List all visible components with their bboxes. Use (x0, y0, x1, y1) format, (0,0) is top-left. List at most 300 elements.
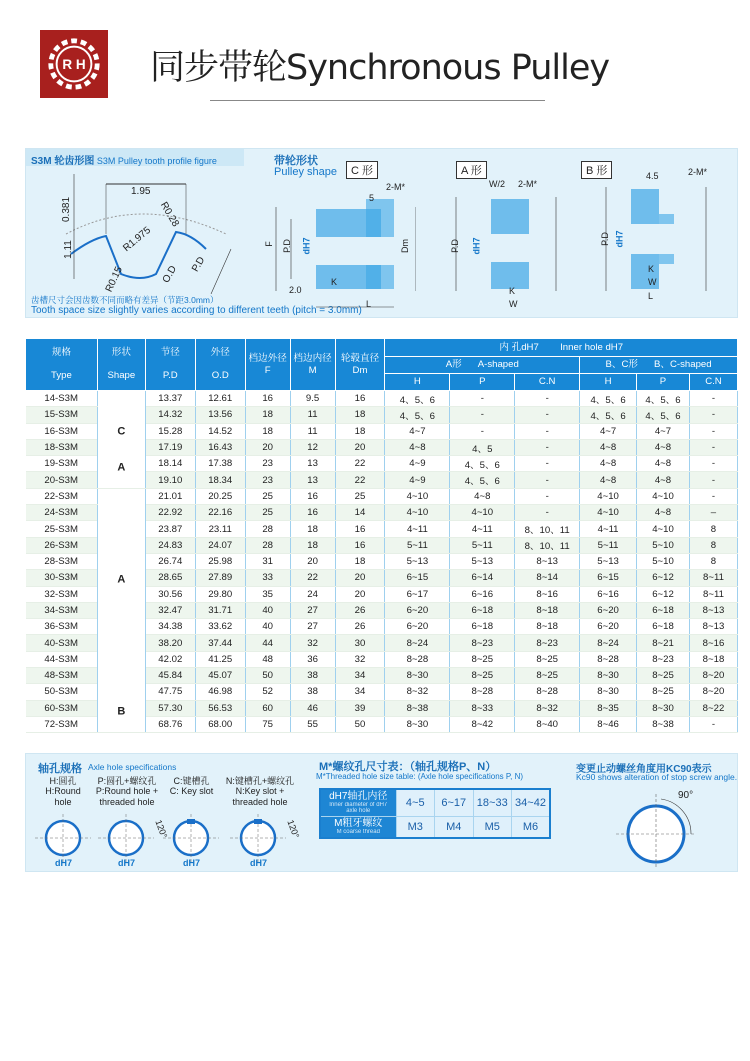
cell: 18 (335, 553, 385, 569)
cell: 8~20 (689, 668, 737, 684)
cell: 8~11 (689, 586, 737, 602)
cell: 25-S3M (26, 521, 98, 537)
cell: 8、10、11 (515, 537, 580, 553)
a-pd-label: P.D (449, 239, 460, 253)
profile-title-en: S3M Pulley tooth profile figure (96, 156, 217, 166)
cell: 16.43 (195, 439, 245, 455)
a-w-label: W (509, 299, 518, 309)
cell: 14.52 (195, 423, 245, 439)
col-f: 档边外径 F (245, 339, 290, 391)
cell: 24.07 (195, 537, 245, 553)
cell: 20 (290, 553, 335, 569)
shape-a-diagram (446, 179, 566, 309)
cell: - (689, 439, 737, 455)
axle-hole-diagram (163, 814, 219, 862)
cell: 8~42 (450, 716, 515, 732)
dh7-label: dH7 (118, 858, 136, 868)
cell: 20.25 (195, 488, 245, 504)
c-l-label: L (366, 299, 372, 309)
col-a-shaped: A形 A-shaped (385, 357, 580, 374)
c-dh7-label: dH7 (301, 237, 312, 255)
cell: 16-S3M (26, 423, 98, 439)
cell: 4、5、6 (580, 407, 637, 423)
col-a-p: P (450, 374, 515, 391)
cell: - (689, 456, 737, 472)
dh7-label: dH7 (55, 858, 73, 868)
cell: - (515, 488, 580, 504)
c-pd-label: P.D (281, 239, 292, 253)
cell: 20 (245, 439, 290, 455)
cell: 4~7 (637, 423, 690, 439)
cell: 33 (245, 570, 290, 586)
cell: 31 (245, 553, 290, 569)
axle-hole-diagram (35, 814, 91, 862)
cell: – (689, 505, 737, 521)
cell: 8 (689, 537, 737, 553)
cell: 57.30 (145, 700, 195, 716)
cell: 8~28 (450, 684, 515, 700)
c-f-label: F (263, 241, 274, 247)
dh7-label: dH7 (183, 858, 201, 868)
cell: 32.47 (145, 602, 195, 618)
cell: 8~46 (580, 716, 637, 732)
cell: 16 (245, 391, 290, 407)
cell: - (515, 439, 580, 455)
cell: 8~28 (580, 651, 637, 667)
cell: 50 (245, 668, 290, 684)
cell: 8~13 (689, 619, 737, 635)
c-dm-label: Dm (400, 239, 410, 253)
cell: 72-S3M (26, 716, 98, 732)
c-2-label: 2.0 (289, 285, 302, 295)
cell: 23 (245, 472, 290, 488)
shape-title-cn: 带轮形状 (274, 155, 318, 167)
cell: 6~20 (385, 619, 450, 635)
cell: 8~24 (385, 635, 450, 651)
cell: 8~38 (385, 700, 450, 716)
cell: 4~7 (580, 423, 637, 439)
cell: 48-S3M (26, 668, 98, 684)
cell: 4~10 (580, 505, 637, 521)
angle-120-label: 120° (153, 818, 170, 840)
cell: 27 (290, 619, 335, 635)
cell: - (689, 716, 737, 732)
thread-size-table (319, 788, 551, 839)
cell: 18 (290, 521, 335, 537)
cell: 8~11 (689, 570, 737, 586)
cell: 44 (245, 635, 290, 651)
cell: 6~12 (637, 570, 690, 586)
cell: 16 (290, 488, 335, 504)
cell: 4、5、6 (450, 472, 515, 488)
cell: 13.56 (195, 407, 245, 423)
col-pd: 节径 P.D (145, 339, 195, 391)
cell: 4、5、6 (385, 407, 450, 423)
shape-c-diagram (256, 179, 416, 309)
cell: 8~14 (515, 570, 580, 586)
gear-logo-icon (45, 35, 103, 93)
cell: 30 (335, 635, 385, 651)
range-cell: 18~33 (473, 789, 512, 817)
cell: 4~8 (385, 439, 450, 455)
table-row (26, 488, 738, 504)
a-screw-label: 2-M* (518, 179, 538, 189)
cell: 8~30 (580, 684, 637, 700)
cell: 4~11 (580, 521, 637, 537)
cell: 4、5、6 (637, 407, 690, 423)
cell: 20 (335, 570, 385, 586)
dim-od: O.D (160, 264, 180, 285)
profile-note-cn: 齿槽尺寸会因齿数不同而略有差异（节距3.0mm） (31, 295, 219, 305)
cell: 68.00 (195, 716, 245, 732)
cell: 40-S3M (26, 635, 98, 651)
cell: - (515, 505, 580, 521)
cell: 18 (245, 423, 290, 439)
cell: 24 (290, 586, 335, 602)
cell: 6~15 (580, 570, 637, 586)
cell: - (689, 488, 737, 504)
cell: 23 (245, 456, 290, 472)
cell: 4~9 (385, 456, 450, 472)
shape-label: A (117, 574, 126, 587)
cell: 16 (335, 537, 385, 553)
a-w2-label: W/2 (489, 179, 506, 189)
cell: 35 (245, 586, 290, 602)
cell: 4~9 (385, 472, 450, 488)
cell: - (689, 423, 737, 439)
cell: 6~15 (385, 570, 450, 586)
dim-1-95: 1.95 (131, 186, 151, 197)
kc90-angle: 90° (678, 790, 694, 801)
axle-title-en: Axle hole specifications (88, 762, 177, 772)
kc90-diagram (611, 789, 701, 869)
cell: 29.80 (195, 586, 245, 602)
dim-r028: R0.28 (157, 200, 181, 229)
shape-c-label: C 形 (346, 161, 378, 179)
cell: 18.14 (145, 456, 195, 472)
cell: 50-S3M (26, 684, 98, 700)
cell: 38 (290, 668, 335, 684)
dim-r1975: R1.975 (121, 224, 154, 255)
cell: 50 (335, 716, 385, 732)
cell: 8~30 (385, 716, 450, 732)
cell: 45.07 (195, 668, 245, 684)
cell: 8 (689, 521, 737, 537)
thread-title-cn: M*螺纹孔尺寸表：（轴孔规格P、N） (319, 761, 497, 773)
dim-1-11: 1.11 (62, 240, 74, 259)
col-od: 外径 O.D (195, 339, 245, 391)
cell: 60 (245, 700, 290, 716)
cell: 22-S3M (26, 488, 98, 504)
cell: 8~30 (580, 668, 637, 684)
cell: - (515, 407, 580, 423)
cell: 17.38 (195, 456, 245, 472)
cell: 13.37 (145, 391, 195, 407)
shape-label: B (117, 705, 126, 718)
cell: 8~25 (515, 668, 580, 684)
cell: 8~20 (689, 684, 737, 700)
cell: 28 (245, 521, 290, 537)
cell: 18 (335, 423, 385, 439)
cell: - (689, 407, 737, 423)
cell: 46.98 (195, 684, 245, 700)
cell: - (515, 472, 580, 488)
cell: 28 (245, 537, 290, 553)
cell: 18.34 (195, 472, 245, 488)
cell: 44-S3M (26, 651, 98, 667)
cell: 60-S3M (26, 700, 98, 716)
cell: 25.98 (195, 553, 245, 569)
cell: 25 (245, 488, 290, 504)
cell: 6~20 (580, 619, 637, 635)
cell: - (450, 391, 515, 407)
cell: 8~18 (515, 602, 580, 618)
profile-header (26, 149, 244, 166)
thread-row2-header: M粗牙螺纹 M coarse thread (320, 817, 396, 839)
cell: 4~8 (580, 439, 637, 455)
cell: 41.25 (195, 651, 245, 667)
cell: 4~8 (450, 488, 515, 504)
title-divider (210, 100, 545, 101)
cell: - (450, 423, 515, 439)
axle-thread-panel (25, 753, 738, 872)
cell: 34-S3M (26, 602, 98, 618)
cell: 27 (290, 602, 335, 618)
cell: 46 (290, 700, 335, 716)
cell: 8~40 (515, 716, 580, 732)
col-dm: 轮毂直径 Dm (335, 339, 385, 391)
table-row (26, 391, 738, 407)
shape-cell (97, 488, 145, 732)
cell: 14 (335, 505, 385, 521)
cell: 8~32 (515, 700, 580, 716)
cell: 4、5、6 (385, 391, 450, 407)
cell: 42.02 (145, 651, 195, 667)
cell: 55 (290, 716, 335, 732)
cell: 20 (335, 586, 385, 602)
cell: 8~25 (450, 651, 515, 667)
kc90-title-cn: 变更止动螺丝角度用KC90表示 (576, 764, 712, 775)
cell: - (515, 423, 580, 439)
cell: 4~8 (637, 472, 690, 488)
a-dh7-label: dH7 (471, 237, 482, 255)
b-w-label: W (648, 277, 657, 287)
cell: 25 (245, 505, 290, 521)
cell: 4、5 (450, 439, 515, 455)
cell: 4~10 (450, 505, 515, 521)
b-dh7-label: dH7 (614, 230, 625, 248)
axle-type-p: P:圆孔+螺纹孔 P:Round hole + threaded hole (95, 776, 159, 807)
cell: 6~18 (637, 602, 690, 618)
cell: 34.38 (145, 619, 195, 635)
cell: 45.84 (145, 668, 195, 684)
cell: 4~8 (637, 505, 690, 521)
cell: 6~18 (637, 619, 690, 635)
cell: 4~11 (385, 521, 450, 537)
thread-cell: M6 (512, 817, 551, 839)
cell: 5~13 (450, 553, 515, 569)
dim-0-381: 0.381 (61, 196, 73, 223)
cell: 32 (290, 635, 335, 651)
cell: 38.20 (145, 635, 195, 651)
profile-note-en: Tooth space size slightly varies according to different teeth (pitch = 3.0mm) (31, 305, 362, 316)
cell: 8~28 (515, 684, 580, 700)
col-bc-p: P (637, 374, 690, 391)
cell: 8~18 (689, 651, 737, 667)
cell: 4~10 (637, 521, 690, 537)
cell: 19.10 (145, 472, 195, 488)
col-m: 档边内径 M (290, 339, 335, 391)
cell: - (515, 456, 580, 472)
axle-hole-diagram (230, 814, 286, 862)
thread-cell: M4 (435, 817, 474, 839)
cell: 52 (245, 684, 290, 700)
cell: 16 (290, 505, 335, 521)
cell: - (515, 391, 580, 407)
spec-table (25, 338, 738, 733)
cell: 38 (290, 684, 335, 700)
cell: 11 (290, 407, 335, 423)
thread-cell: M3 (396, 817, 435, 839)
dh7-label: dH7 (250, 858, 268, 868)
axle-type-n: N:键槽孔+螺纹孔 N:Key slot + threaded hole (225, 776, 295, 807)
cell: 8~21 (637, 635, 690, 651)
cell: 37.44 (195, 635, 245, 651)
cell: 31.71 (195, 602, 245, 618)
col-bc-h: H (580, 374, 637, 391)
cell: 22 (335, 472, 385, 488)
col-a-cn: C.N (515, 374, 580, 391)
shape-label: A (117, 461, 126, 474)
cell: 30-S3M (26, 570, 98, 586)
b-k-label: K (648, 264, 655, 274)
b-45-label: 4.5 (646, 171, 659, 181)
cell: 18 (245, 407, 290, 423)
range-cell: 4~5 (396, 789, 435, 817)
cell: 25 (335, 488, 385, 504)
cell: 8~25 (637, 684, 690, 700)
cell: 8~16 (515, 586, 580, 602)
cell: 8~38 (637, 716, 690, 732)
cell: 15-S3M (26, 407, 98, 423)
brand-logo (40, 30, 108, 98)
cell: 30.56 (145, 586, 195, 602)
cell: 13 (290, 472, 335, 488)
cell: 48 (245, 651, 290, 667)
col-type: 规格 Type (26, 339, 98, 391)
cell: 26.74 (145, 553, 195, 569)
cell: 36-S3M (26, 619, 98, 635)
range-cell: 6~17 (435, 789, 474, 817)
cell: 8 (689, 553, 737, 569)
thread-cell: M5 (473, 817, 512, 839)
cell: - (450, 407, 515, 423)
thread-title-en: M*Threaded hole size table: (Axle hole specifications P, N) (316, 772, 524, 781)
cell: 32 (335, 651, 385, 667)
cell: 8~33 (450, 700, 515, 716)
cell: 22 (290, 570, 335, 586)
c-5-label: 5 (369, 193, 375, 203)
cell: 8~35 (580, 700, 637, 716)
cell: 4、5、6 (450, 456, 515, 472)
cell: 8~28 (385, 651, 450, 667)
cell: 40 (245, 602, 290, 618)
cell: 8~23 (515, 635, 580, 651)
cell: 6~18 (450, 619, 515, 635)
cell: 8~13 (689, 602, 737, 618)
cell: 28-S3M (26, 553, 98, 569)
cell: 22.92 (145, 505, 195, 521)
cell: 5~13 (580, 553, 637, 569)
cell: 9.5 (290, 391, 335, 407)
page-title: 同步带轮Synchronous Pulley (150, 48, 610, 88)
cell: 33.62 (195, 619, 245, 635)
cell: 6~16 (580, 586, 637, 602)
a-k-label: K (509, 286, 516, 296)
cell: 47.75 (145, 684, 195, 700)
cell: 27.89 (195, 570, 245, 586)
cell: 8~25 (450, 668, 515, 684)
axle-type-h: H:圆孔 H:Round hole (45, 776, 81, 807)
profile-title-cn: S3M 轮齿形图 (31, 156, 95, 167)
cell: 24-S3M (26, 505, 98, 521)
cell: 8~23 (450, 635, 515, 651)
cell: 14-S3M (26, 391, 98, 407)
c-screw-label: 2-M* (386, 182, 406, 192)
b-l-label: L (648, 291, 654, 301)
shape-cell (97, 391, 145, 489)
cell: 8~30 (385, 668, 450, 684)
cell: 6~18 (450, 602, 515, 618)
angle-120-label: 120° (285, 818, 302, 840)
col-shape: 形状 Shape (97, 339, 145, 391)
cell: 6~16 (450, 586, 515, 602)
cell: 56.53 (195, 700, 245, 716)
cell: 8~18 (515, 619, 580, 635)
cell: 8~23 (637, 651, 690, 667)
cell: 16 (335, 391, 385, 407)
cell: 16 (335, 521, 385, 537)
cell: 15.28 (145, 423, 195, 439)
cell: 18 (290, 537, 335, 553)
dim-pd: P.D (190, 255, 208, 274)
col-bc-shaped: B、C形 B、C-shaped (580, 357, 738, 374)
cell: 8~25 (515, 651, 580, 667)
cell: 28.65 (145, 570, 195, 586)
cell: 8~22 (689, 700, 737, 716)
cell: 5~11 (450, 537, 515, 553)
col-inner-hole: 内 孔dH7 Inner hole dH7 (385, 339, 738, 357)
shape-label: C (117, 425, 126, 438)
cell: 5~11 (385, 537, 450, 553)
cell: 26-S3M (26, 537, 98, 553)
profile-and-shape-panel (25, 148, 738, 318)
col-a-h: H (385, 374, 450, 391)
cell: 22 (335, 456, 385, 472)
cell: 19-S3M (26, 456, 98, 472)
kc90-title-en: Kc90 shows alteration of stop screw angle. (576, 772, 738, 782)
b-screw-label: 2-M* (688, 167, 708, 177)
cell: 14.32 (145, 407, 195, 423)
cell: 23.11 (195, 521, 245, 537)
cell: 4~10 (637, 488, 690, 504)
cell: - (689, 391, 737, 407)
cell: 34 (335, 668, 385, 684)
axle-title-cn: 轴孔规格 (38, 763, 82, 775)
cell: 6~20 (385, 602, 450, 618)
cell: 4~7 (385, 423, 450, 439)
cell: 6~14 (450, 570, 515, 586)
